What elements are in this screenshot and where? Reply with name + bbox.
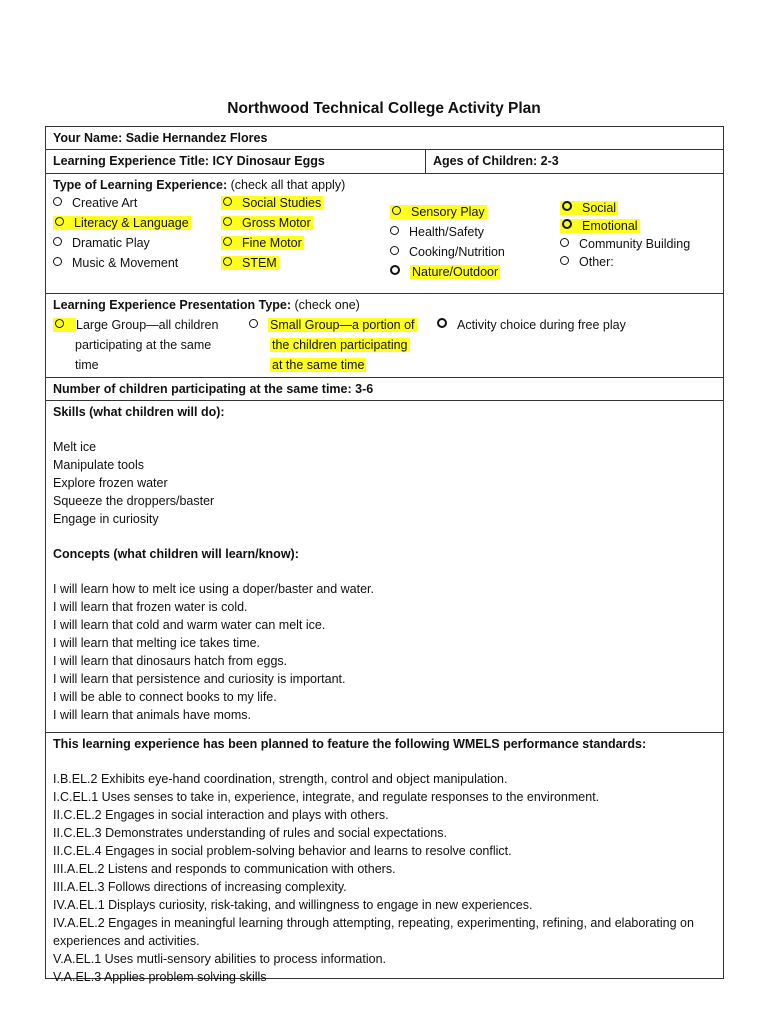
list-item: III.A.EL.3 Follows directions of increasing complexity. <box>53 880 347 894</box>
option-gross-motor[interactable]: Gross Motor <box>221 214 313 232</box>
option-dramatic-play[interactable]: Dramatic Play <box>53 234 150 252</box>
option-health-safety[interactable]: Health/Safety <box>390 223 484 241</box>
option-fine-motor[interactable]: Fine Motor <box>221 234 304 252</box>
option-music-movement[interactable]: Music & Movement <box>53 254 178 272</box>
list-item: I will learn that frozen water is cold. <box>53 600 248 614</box>
type-row <box>46 174 723 294</box>
type-note: (check all that apply) <box>230 178 346 192</box>
name-row <box>46 127 723 150</box>
option-stem[interactable]: STEM <box>221 254 279 272</box>
concepts-list <box>53 580 716 724</box>
option-creative-art[interactable]: Creative Art <box>53 194 137 212</box>
checkbox-circle-icon[interactable] <box>562 201 572 211</box>
list-item: I will learn that persistence and curiosity is important. <box>53 672 346 686</box>
list-item: I.C.EL.1 Uses senses to take in, experience, integrate, and regulate responses to the environment. <box>53 790 600 804</box>
list-item: I will learn how to melt ice using a doper/baster and water. <box>53 582 375 596</box>
option-community-building[interactable]: Community Building <box>560 235 690 253</box>
list-item: I will learn that melting ice takes time. <box>53 636 261 650</box>
checkbox-circle-icon[interactable] <box>437 318 447 328</box>
option-emotional[interactable]: Emotional <box>560 217 640 235</box>
option-nature-outdoor[interactable]: Nature/Outdoor <box>390 263 500 281</box>
num-children-row <box>46 378 723 401</box>
checkbox-circle-icon[interactable] <box>53 197 62 206</box>
list-item: Explore frozen water <box>53 476 168 490</box>
list-item: experiences and activities. <box>53 934 200 948</box>
standards-heading: This learning experience has been planned to feature the following WMELS performance standards: <box>53 737 647 751</box>
standards-list <box>53 770 716 986</box>
list-item: II.C.EL.2 Engages in social interaction and plays with others. <box>53 808 389 822</box>
checkbox-circle-icon[interactable] <box>55 217 64 226</box>
option-cooking-nutrition[interactable]: Cooking/Nutrition <box>390 243 505 261</box>
list-item: Manipulate tools <box>53 458 145 472</box>
list-item: I will be able to connect books to my life. <box>53 690 277 704</box>
checkbox-circle-icon[interactable] <box>392 206 401 215</box>
list-item: I will learn that cold and warm water can melt ice. <box>53 618 326 632</box>
type-header <box>46 174 723 196</box>
skills-concepts-block <box>46 401 723 732</box>
experience-title: Learning Experience Title: ICY Dinosaur Eggs <box>46 150 426 173</box>
skills-list <box>53 438 716 528</box>
standards-block <box>46 733 723 994</box>
option-large-group[interactable]: Large Group—all children participating at the same time <box>53 315 218 375</box>
checkbox-circle-icon[interactable] <box>390 265 400 275</box>
list-item: IV.A.EL.2 Engages in meaningful learning through attempting, repeating, experimenting, refining, and elaborating on <box>53 916 694 930</box>
presentation-note: (check one) <box>294 298 360 312</box>
activity-plan-table <box>45 126 724 984</box>
option-social-studies[interactable]: Social Studies <box>221 194 323 212</box>
checkbox-circle-icon[interactable] <box>223 257 232 266</box>
ages-of-children: Ages of Children: 2-3 <box>433 154 559 168</box>
checkbox-circle-icon[interactable] <box>223 197 232 206</box>
checkbox-circle-icon[interactable] <box>55 319 64 328</box>
list-item: I will learn that dinosaurs hatch from eggs. <box>53 654 288 668</box>
checkbox-circle-icon[interactable] <box>223 217 232 226</box>
list-item: V.A.EL.1 Uses mutli-sensory abilities to process information. <box>53 952 387 966</box>
list-item: V.A.EL.3 Applies problem solving skills <box>53 970 267 984</box>
your-name: Your Name: Sadie Hernandez Flores <box>53 131 268 145</box>
skills-concepts-row <box>46 401 723 733</box>
list-item: III.A.EL.2 Listens and responds to communication with others. <box>53 862 396 876</box>
type-heading: Type of Learning Experience: <box>53 178 228 192</box>
presentation-row <box>46 294 723 378</box>
presentation-heading: Learning Experience Presentation Type: <box>53 298 292 312</box>
checkbox-circle-icon[interactable] <box>390 226 399 235</box>
checkbox-circle-icon[interactable] <box>390 246 399 255</box>
num-children: Number of children participating at the same time: 3-6 <box>53 382 374 396</box>
option-social[interactable]: Social <box>560 199 618 217</box>
checkbox-circle-icon[interactable] <box>223 237 232 246</box>
list-item: Engage in curiosity <box>53 512 159 526</box>
list-item: I will learn that animals have moms. <box>53 708 251 722</box>
list-item: IV.A.EL.1 Displays curiosity, risk-taking, and willingness to engage in new experiences. <box>53 898 533 912</box>
option-literacy-language[interactable]: Literacy & Language <box>53 214 191 232</box>
checkbox-circle-icon[interactable] <box>53 237 62 246</box>
checkbox-circle-icon[interactable] <box>560 238 569 247</box>
checkbox-circle-icon[interactable] <box>560 256 569 265</box>
option-free-play[interactable]: Activity choice during free play <box>437 315 626 335</box>
list-item: Squeeze the droppers/baster <box>53 494 215 508</box>
option-other[interactable]: Other: <box>560 253 614 271</box>
checkbox-circle-icon[interactable] <box>53 257 62 266</box>
list-item: I.B.EL.2 Exhibits eye-hand coordination, strength, control and object manipulation. <box>53 772 508 786</box>
skills-heading: Skills (what children will do): <box>53 405 225 419</box>
concepts-heading: Concepts (what children will learn/know): <box>53 547 299 561</box>
option-small-group[interactable]: Small Group—a portion of the children participating at the same time <box>249 315 417 375</box>
checkbox-circle-icon[interactable] <box>562 219 572 229</box>
list-item: II.C.EL.4 Engages in social problem-solving behavior and learns to resolve conflict. <box>53 844 512 858</box>
list-item: II.C.EL.3 Demonstrates understanding of rules and social expectations. <box>53 826 447 840</box>
option-sensory-play[interactable]: Sensory Play <box>390 203 487 221</box>
presentation-header <box>46 294 723 316</box>
standards-row <box>46 733 723 984</box>
list-item: Melt ice <box>53 440 97 454</box>
title-row <box>46 150 723 174</box>
page-title: Northwood Technical College Activity Plan <box>227 100 541 117</box>
checkbox-circle-icon[interactable] <box>249 319 258 328</box>
